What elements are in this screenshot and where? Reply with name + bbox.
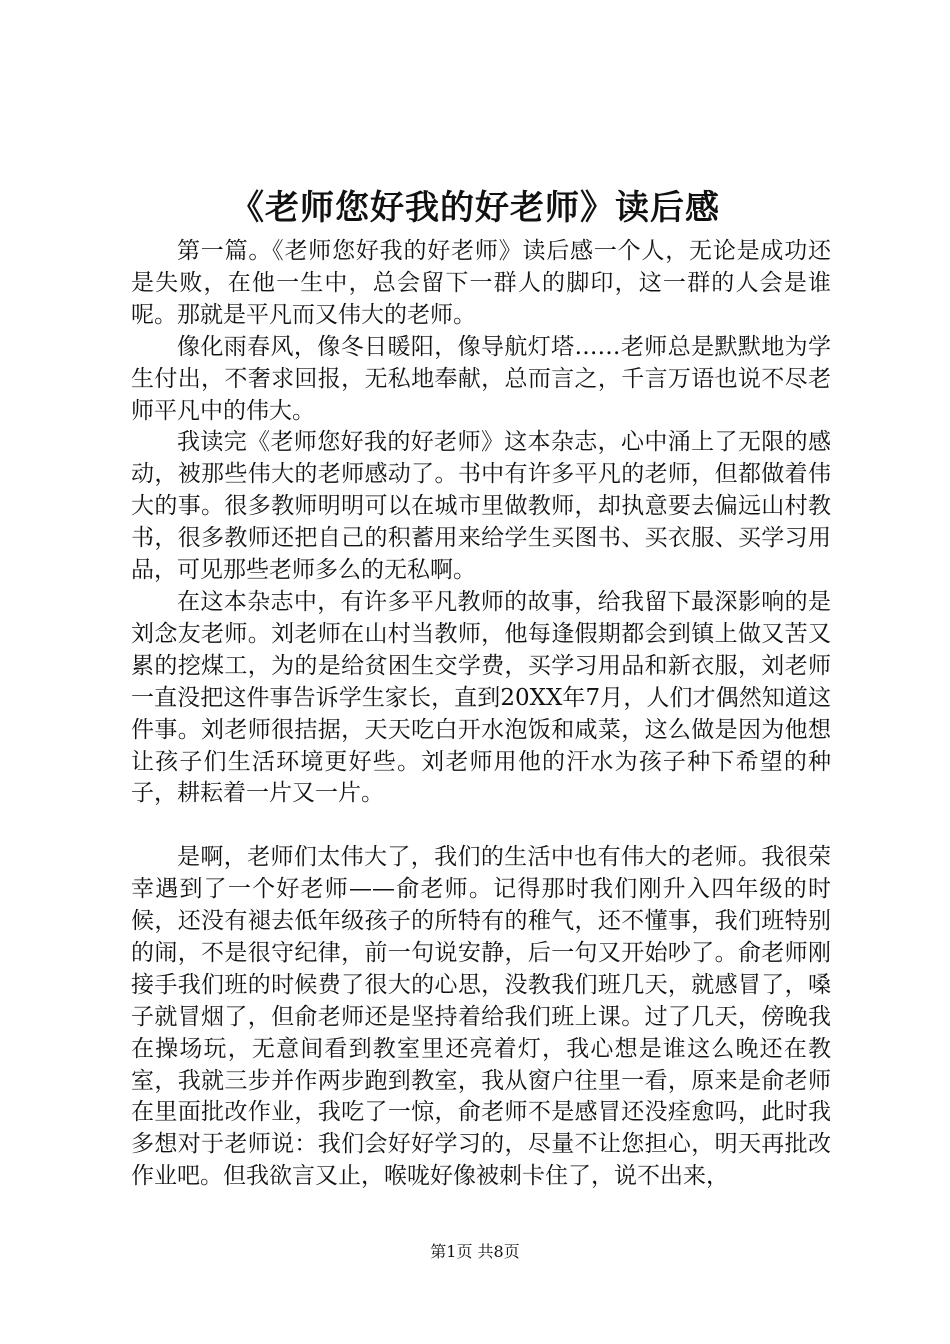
page-footer: 第1页 共8页 bbox=[430, 1242, 520, 1261]
paragraph-spacer bbox=[131, 810, 831, 842]
paragraph-5: 是啊，老师们太伟大了，我们的生活中也有伟大的老师。我很荣幸遇到了一个好老师——俞老师。记得那时我们刚升入四年级的时候，还没有褪去低年级孩子的所特有的稚气，还不懂事，我们班特别的闹，不是很守纪律，前一句说安静，后一句又开始吵了。俞老师刚接手我们班的时候费了很大的心思，没教我们班几天，就感冒了，嗓子就冒烟了，但俞老师还是坚持着给我们班上课。过了几天，傍晚我在操场玩，无意间看到教室里还亮着灯，我心想是谁这么晚还在教室，我就三步并作两步跑到教室，我从窗户往里一看，原来是俞老师在里面批改作业，我吃了一惊，俞老师不是感冒还没痊愈吗，此时我多想对于老师说：我们会好好学习的，尽量不让您担心，明天再批改作业吧。但我欲言又止，喉咙好像被刺卡住了，说不出来， bbox=[131, 844, 831, 1190]
paragraph-4: 在这本杂志中，有许多平凡教师的故事，给我留下最深影响的是刘念友老师。刘老师在山村当教师，他每逢假期都会到镇上做又苦又累的挖煤工，为的是给贫困生交学费，买学习用品和新衣服，刘老师一直没把这件事告诉学生家长，直到20XX年7月，人们才偶然知道这件事。刘老师很拮据，天天吃白开水泡饭和咸菜，这么做是因为他想让孩子们生活环境更好些。刘老师用他的汗水为孩子种下希望的种子，耕耘着一片又一片。 bbox=[131, 588, 831, 807]
paragraph-1: 第一篇。《老师您好我的好老师》读后感一个人，无论是成功还是失败，在他一生中，总会留下一群人的脚印，这一群的人会是谁呢。那就是平凡而又伟大的老师。 bbox=[131, 238, 831, 328]
document-title: 《老师您好我的好老师》读后感 bbox=[230, 188, 720, 228]
paragraph-3: 我读完《老师您好我的好老师》这本杂志，心中涌上了无限的感动，被那些伟大的老师感动了。书中有许多平凡的老师，但都做着伟大的事。很多教师明明可以在城市里做教师，却执意要去偏远山村教书，很多教师还把自己的积蓄用来给学生买图书、买衣服、买学习用品，可见那些老师多么的无私啊。 bbox=[131, 429, 831, 584]
paragraph-2: 像化雨春风，像冬日暖阳，像导航灯塔……老师总是默默地为学生付出，不奢求回报，无私地奉献，总而言之，千言万语也说不尽老师平凡中的伟大。 bbox=[131, 333, 831, 424]
document-body bbox=[131, 236, 831, 1193]
